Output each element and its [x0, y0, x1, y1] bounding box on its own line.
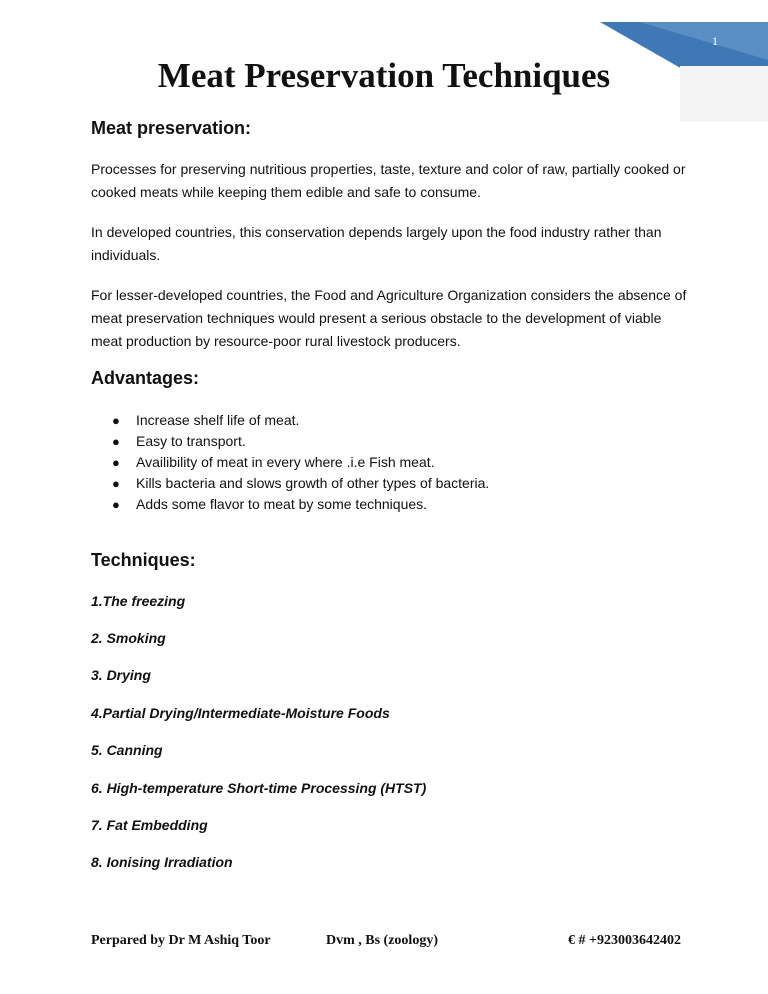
- techniques-heading: Techniques:: [91, 550, 196, 570]
- list-item: ● Adds some flavor to meat by some techniques.: [91, 494, 489, 515]
- advantages-heading: Advantages:: [91, 368, 200, 388]
- bullet-icon: ●: [112, 455, 120, 470]
- bullet-icon: ●: [112, 476, 120, 491]
- footer-degree: Dvm , Bs (zoology): [326, 933, 438, 948]
- technique-item: 3. Drying: [91, 667, 151, 683]
- technique-item: 1.The freezing: [91, 593, 186, 609]
- technique-item: 7. Fat Embedding: [91, 817, 208, 833]
- list-item: ● Easy to transport.: [91, 431, 489, 452]
- page-title: Meat Preservation Techniques: [157, 56, 611, 95]
- page-number: 1: [712, 34, 718, 48]
- paragraph-definition: Processes for preserving nutritious properties, taste, texture and color of raw, partially cooked or cooked meats while keeping them edible and safe to consume.: [91, 161, 686, 200]
- bullet-icon: ●: [112, 434, 120, 449]
- advantages-list: [91, 410, 489, 515]
- technique-item: 4.Partial Drying/Intermediate-Moisture Foods: [91, 705, 390, 721]
- technique-item: 2. Smoking: [91, 630, 166, 646]
- meat-preservation-heading: Meat preservation:: [91, 118, 252, 138]
- technique-item: 6. High-temperature Short-time Processing (HTST): [91, 780, 427, 796]
- list-item: ● Availibility of meat in every where .i.e Fish meat.: [91, 452, 489, 473]
- bullet-icon: ●: [112, 497, 120, 512]
- technique-item: 8. Ionising Irradiation: [91, 854, 233, 870]
- paragraph-developed-countries: In developed countries, this conservation depends largely upon the food industry rather than individuals.: [91, 224, 662, 263]
- footer-contact: € # +923003642402: [568, 933, 681, 948]
- technique-item: 5. Canning: [91, 742, 163, 758]
- bullet-icon: ●: [112, 413, 120, 428]
- footer-author: Perpared by Dr M Ashiq Toor: [91, 933, 271, 948]
- list-item: ● Kills bacteria and slows growth of other types of bacteria.: [91, 473, 489, 494]
- list-item: ● Increase shelf life of meat.: [91, 410, 489, 431]
- paragraph-lesser-developed: For lesser-developed countries, the Food and Agriculture Organization considers the absence of meat preservation techniques would present a serious obstacle to the development of viable meat production by resource-poor rural livestock producers.: [91, 287, 687, 349]
